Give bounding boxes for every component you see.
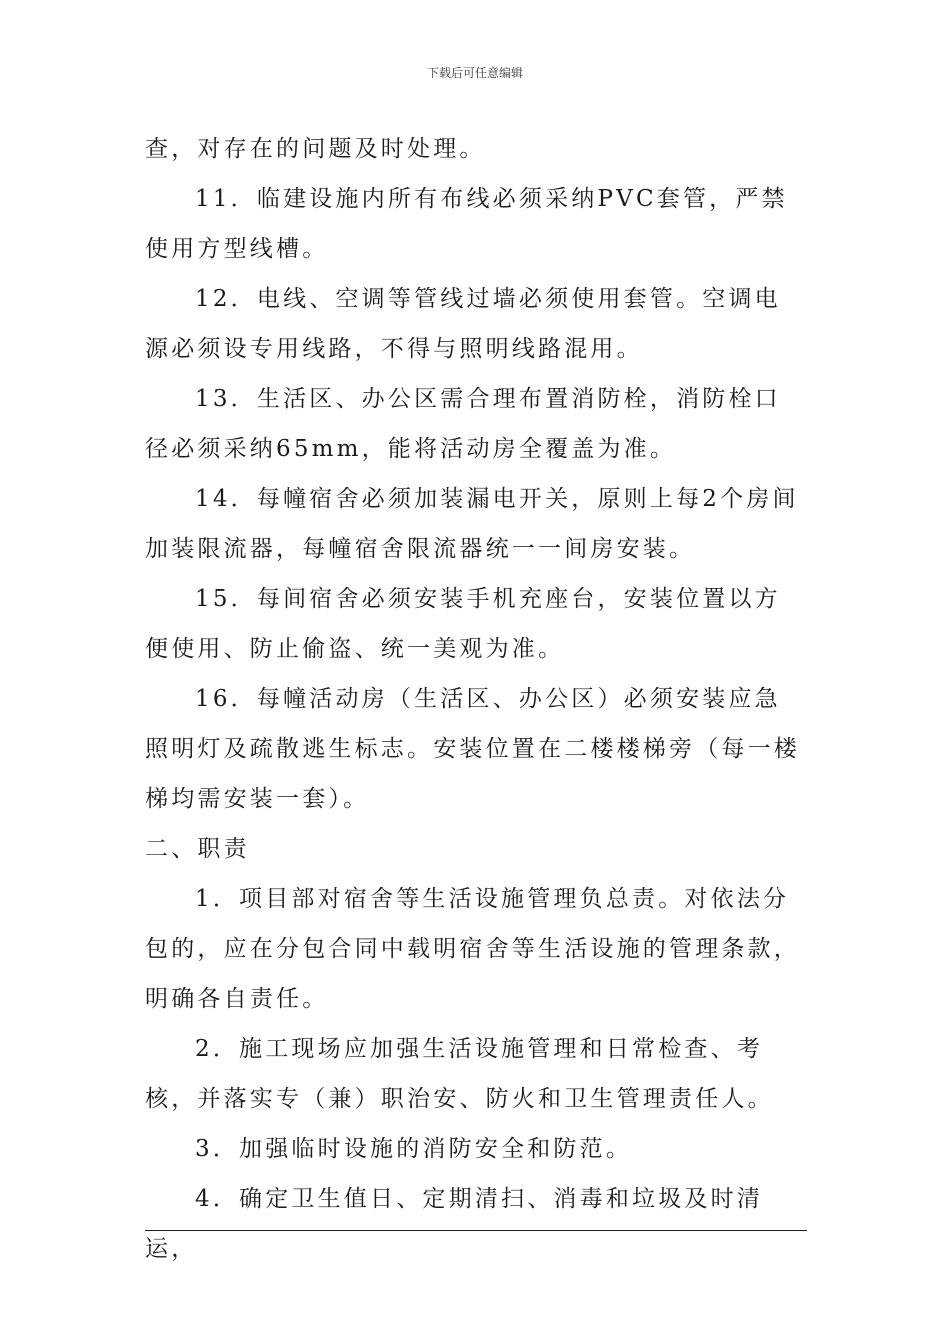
- paragraph-duty-2: 2．施工现场应加强生活设施管理和日常检查、考核，并落实专（兼）职治安、防火和卫生管理责任人。: [145, 1036, 774, 1112]
- paragraph-item-13: 13．生活区、办公区需合理布置消防栓，消防栓口径必须采纳65mm，能将活动房全覆盖为准。: [145, 386, 781, 462]
- paragraph-item-15: 15．每间宿舍必须安装手机充座台，安装位置以方便使用、防止偷盗、统一美观为准。: [145, 586, 781, 662]
- paragraph-item-11: 11．临建设施内所有布线必须采纳PVC套管，严禁使用方型线槽。: [145, 186, 788, 262]
- document-body: [145, 124, 807, 1274]
- section-heading-responsibilities: 二、职责: [145, 836, 250, 862]
- footer-divider: [145, 1230, 807, 1231]
- header-note: 下载后可任意编辑: [426, 66, 523, 80]
- paragraph-continuation: 查，对存在的问题及时处理。: [145, 136, 486, 162]
- paragraph-item-12: 12．电线、空调等管线过墙必须使用套管。空调电源必须设专用线路，不得与照明线路混用。: [145, 286, 781, 362]
- paragraph-item-14: 14．每幢宿舍必须加装漏电开关，原则上每2个房间加装限流器，每幢宿舍限流器统一一间房安装。: [145, 486, 799, 562]
- paragraph-duty-3: 3．加强临时设施的消防安全和防范。: [195, 1136, 633, 1162]
- paragraph-duty-4: 4．确定卫生值日、定期清扫、消毒和垃圾及时清运，: [145, 1186, 764, 1262]
- paragraph-item-16: 16．每幢活动房（生活区、办公区）必须安装应急照明灯及疏散逃生标志。安装位置在二楼楼梯旁（每一楼梯均需安装一套）。: [145, 686, 800, 812]
- paragraph-duty-1: 1．项目部对宿舍等生活设施管理负总责。对依法分包的，应在分包合同中载明宿舍等生活设施的管理条款，明确各自责任。: [145, 886, 800, 1012]
